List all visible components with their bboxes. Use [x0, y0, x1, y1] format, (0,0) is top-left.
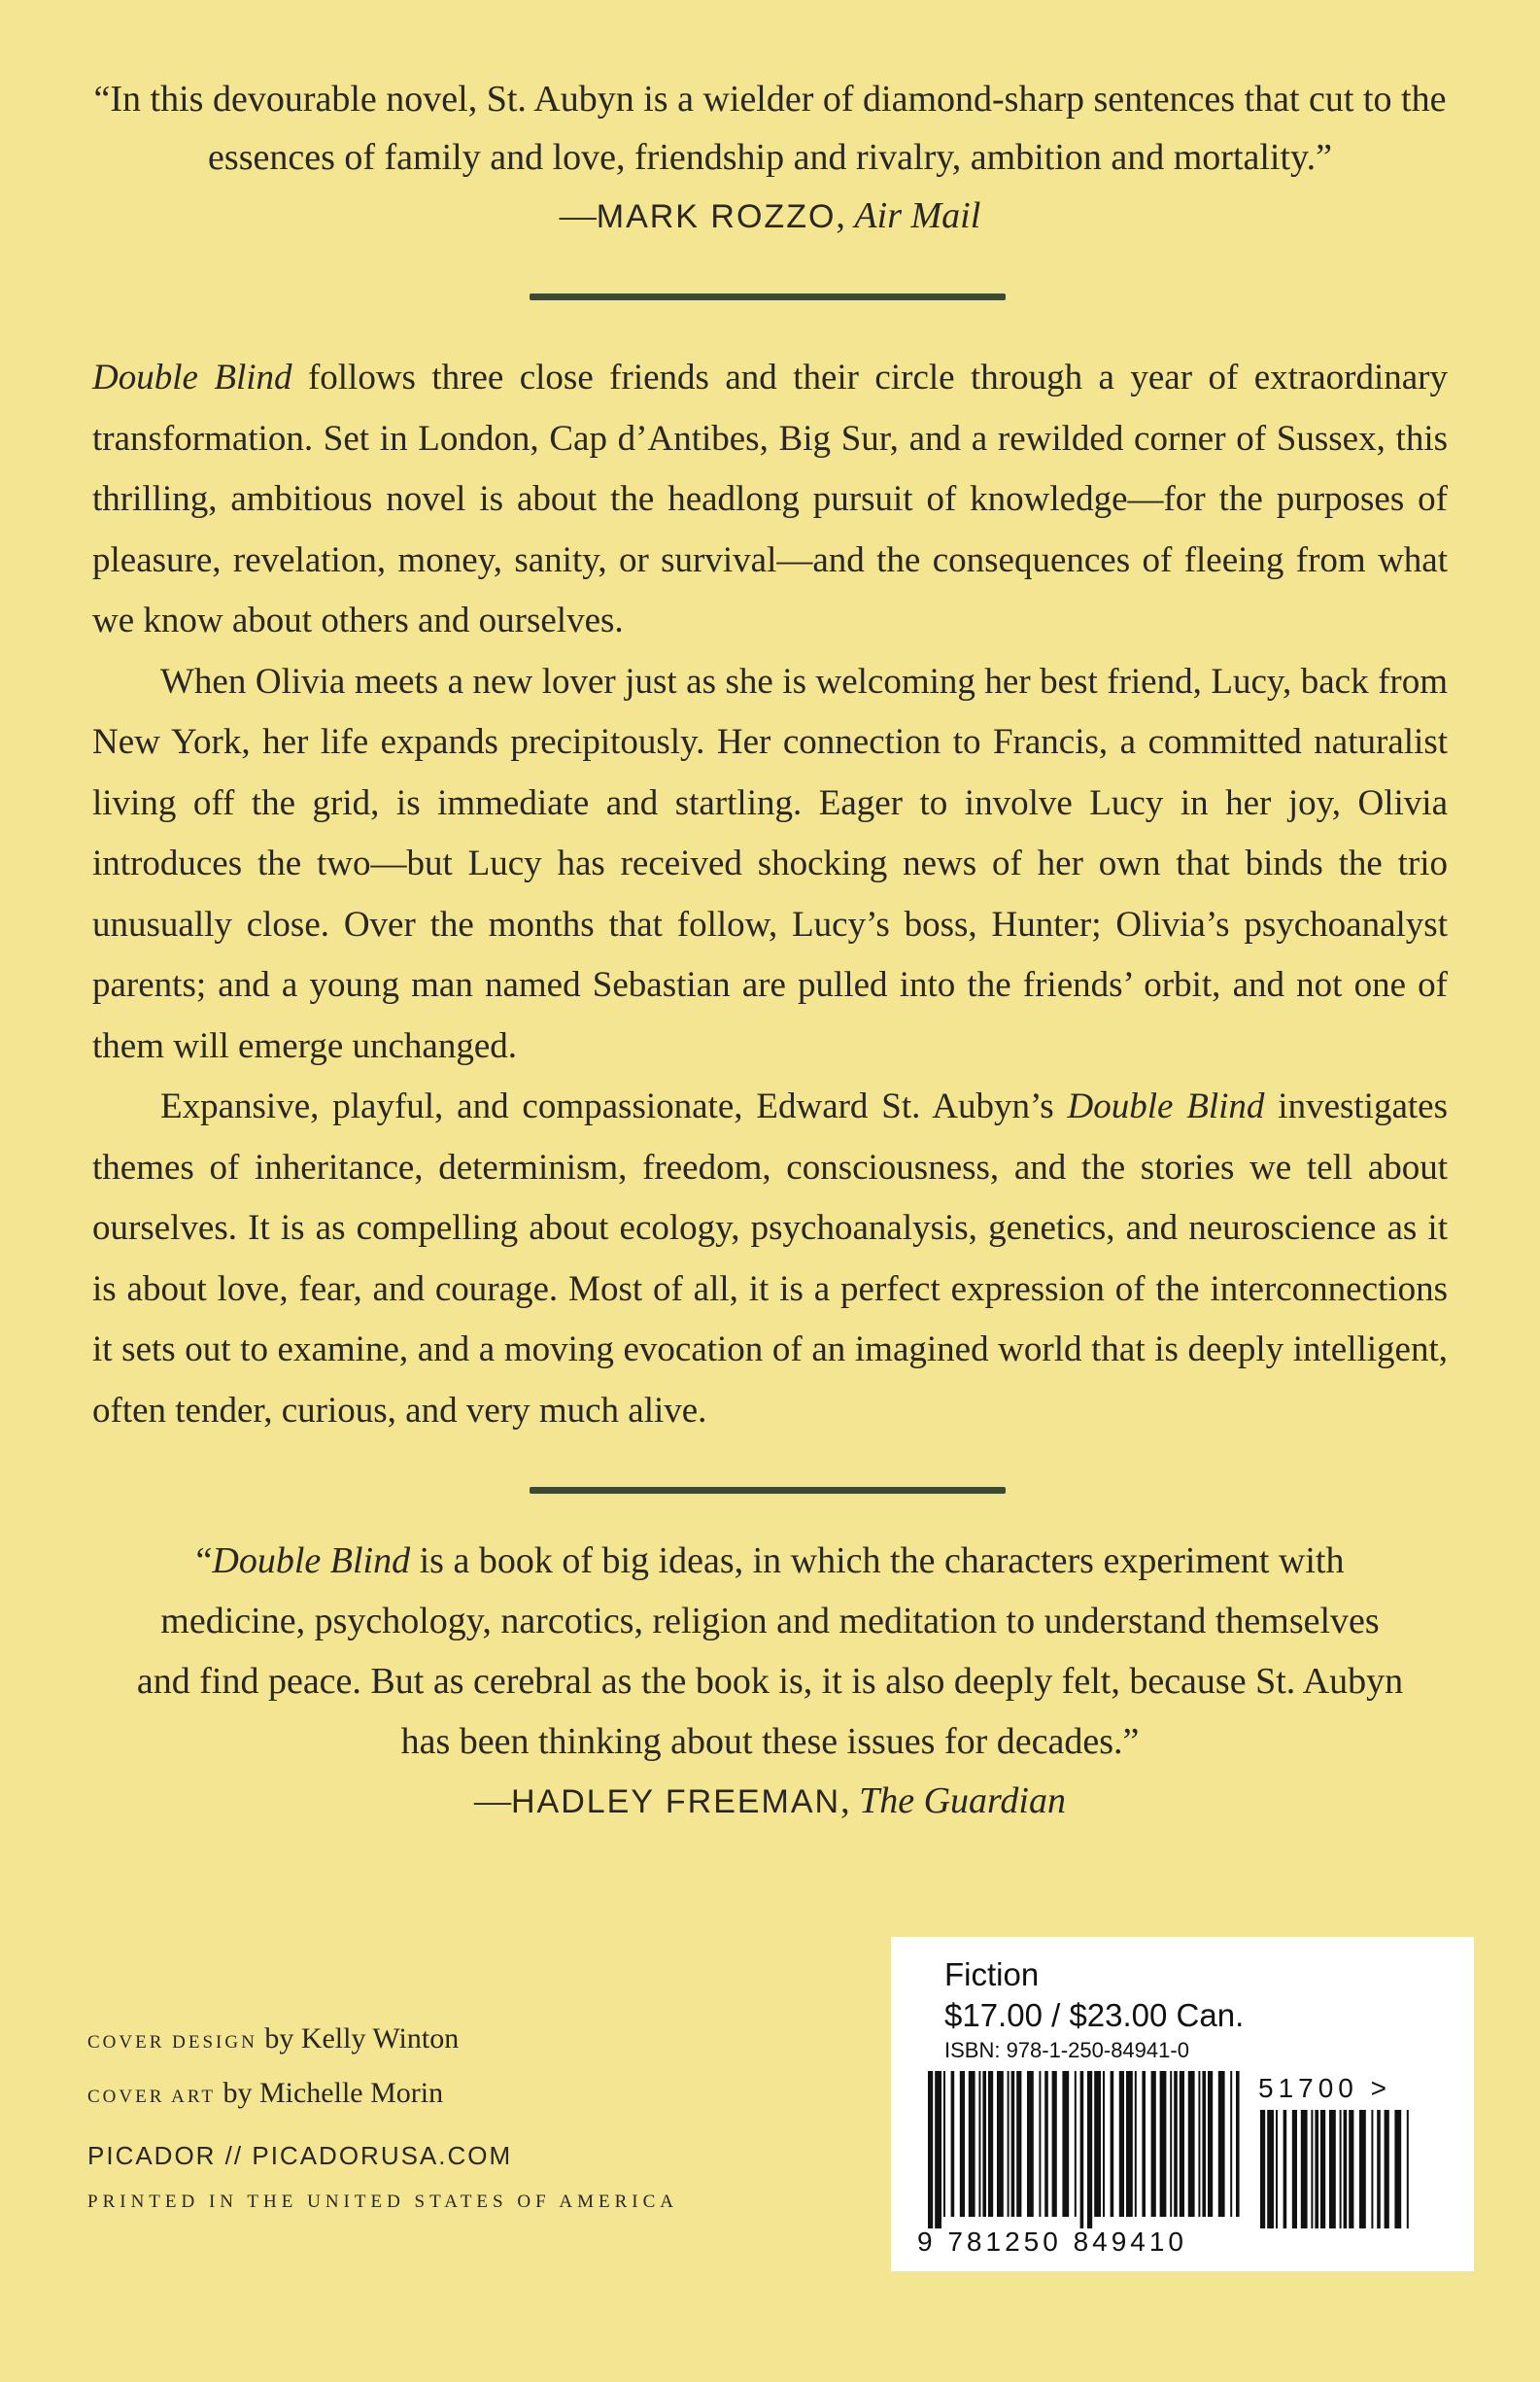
barcode-bar: [1126, 2071, 1133, 2217]
barcode-bar: [1119, 2071, 1124, 2217]
credits-block: [87, 2014, 826, 2224]
top-quote-author: MARK ROZZO: [596, 198, 837, 235]
barcode-bar: [988, 2071, 993, 2217]
cover-art-name: by Michelle Morin: [215, 2077, 444, 2109]
barcode-bar: [1016, 2071, 1021, 2217]
bottom-quote-author: HADLEY FREEMAN: [510, 1783, 841, 1820]
barcode-bar: [1359, 2110, 1366, 2228]
divider-rule-bottom: [530, 1487, 1006, 1494]
barcode-bar: [1385, 2110, 1389, 2228]
top-quote-text: “In this devourable novel, St. Aubyn is a wielder of diamond-sharp sentences that cut to the essences of family and love, friendship and rivalry, ambition and mortality.”: [93, 79, 1447, 178]
barcode-bar: [935, 2071, 941, 2228]
barcode-bar: [978, 2071, 980, 2217]
barcode-bar: [1329, 2110, 1336, 2228]
barcode-bar: [1052, 2071, 1057, 2217]
barcode-bar: [1094, 2071, 1101, 2217]
barcode-bar: [1087, 2071, 1092, 2228]
book-description: [92, 348, 1448, 1441]
barcode-bar: [1371, 2110, 1373, 2228]
barcode-bar: [943, 2071, 945, 2217]
barcode-price: $17.00 / $23.00 Can.: [944, 1997, 1245, 2033]
barcode-bar: [1377, 2110, 1381, 2228]
barcode-bar: [969, 2071, 975, 2217]
barcode-bar: [1188, 2071, 1195, 2217]
barcode-bar: [1301, 2110, 1308, 2228]
divider-rule-top: [530, 293, 1006, 300]
book-title-italic: Double Blind: [92, 358, 292, 397]
bottom-quote-source: The Guardian: [859, 1780, 1066, 1821]
barcode-bar: [1103, 2071, 1105, 2217]
barcode-bar: [1039, 2071, 1041, 2217]
attribution-separator: ,: [840, 1780, 860, 1821]
barcode-isbn: ISBN: 978-1-250-84941-0: [944, 2038, 1189, 2062]
cover-design-label: COVER DESIGN: [87, 2032, 257, 2053]
barcode-bar: [1267, 2110, 1274, 2228]
barcode-bar: [1151, 2071, 1156, 2217]
barcode-bar: [1315, 2110, 1318, 2228]
top-quote-source: Air Mail: [854, 195, 981, 236]
bottom-quote-text: [136, 1531, 1404, 1772]
barcode-bar: [1062, 2071, 1069, 2217]
book-title-italic: Double Blind: [212, 1540, 411, 1581]
attribution-dash: —: [473, 1780, 511, 1821]
barcode-sticker: [891, 1937, 1474, 2271]
paragraph-1-text: follows three close friends and their circle through a year of extraordinary transformation. Set in London, Cap d’Antibes, Big Sur, and a rewilded corner of Sussex, this thrilling, ambitious novel is about the headlong pursuit of knowledge—for the purposes of pleasure, revelation, money, sanity, or survival—and the consequences of fleeing from what we know about others and ourselves.: [92, 358, 1448, 640]
barcode-bar: [1080, 2071, 1084, 2228]
barcode-bar: [951, 2071, 955, 2217]
barcode-bar: [1174, 2071, 1178, 2217]
top-quote-attribution: [92, 187, 1448, 246]
barcode-bar: [1027, 2071, 1034, 2217]
barcode-bar: [1407, 2110, 1409, 2228]
barcode-bar: [1218, 2071, 1225, 2217]
barcode-bar: [1202, 2071, 1206, 2217]
paragraph-3-lead: Expansive, playful, and compassionate, Edward St. Aubyn’s: [160, 1087, 1068, 1126]
barcode-bar: [1008, 2071, 1010, 2217]
top-review-quote: [92, 70, 1448, 246]
bottom-quote-attribution: [136, 1772, 1404, 1831]
description-paragraph-3: [92, 1077, 1448, 1441]
barcode-bar: [1260, 2110, 1265, 2228]
barcode-bar: [1135, 2071, 1137, 2217]
barcode-bar: [928, 2071, 933, 2228]
barcode-bar: [1320, 2110, 1325, 2228]
barcode-bar: [1075, 2071, 1077, 2217]
description-paragraph-1: [92, 348, 1448, 652]
cover-art-credit: [87, 2068, 826, 2123]
attribution-dash: —: [559, 195, 597, 236]
open-quote-mark: “: [195, 1540, 213, 1581]
barcode-bar: [1170, 2071, 1172, 2217]
cover-art-label: COVER ART: [87, 2087, 216, 2107]
barcode-bar: [1180, 2071, 1184, 2217]
barcode-bar: [1044, 2071, 1048, 2217]
cover-design-name: by Kelly Winton: [257, 2022, 460, 2054]
barcode-bar: [997, 2071, 1004, 2217]
barcode-price-code: 51700 >: [1258, 2073, 1391, 2103]
printed-in-line: PRINTED IN THE UNITED STATES OF AMERICA: [87, 2192, 678, 2212]
cover-design-credit: [87, 2014, 826, 2068]
barcode-bar: [1349, 2110, 1353, 2228]
barcode-bar: [1292, 2110, 1297, 2228]
barcode-bar: [1111, 2071, 1114, 2217]
barcode-bar: [1160, 2071, 1167, 2217]
barcode-bar: [1276, 2110, 1278, 2228]
barcode-bar: [1311, 2110, 1313, 2228]
barcode-bar: [1236, 2071, 1240, 2217]
book-title-italic: Double Blind: [1067, 1087, 1265, 1126]
description-paragraph-2: When Olivia meets a new lover just as she is welcoming her best friend, Lucy, back from New York, her life expands precipitously. Her connection to Francis, a committed naturalist living off the grid, is immediate and startling. Eager to involve Lucy in her joy, Olivia introduces the two—but Lucy has received shocking news of her own that binds the trio unusually close. Over the months that follow, Lucy’s boss, Hunter; Olivia’s psychoanalyst parents; and a young man named Sebastian are pulled into the friends’ orbit, and not one of them will emerge unchanged.: [92, 661, 1448, 1066]
barcode-bar: [1011, 2071, 1015, 2217]
barcode-bar: [1344, 2110, 1348, 2228]
barcode-digits: 9 781250 849410: [917, 2227, 1187, 2257]
attribution-separator: ,: [836, 195, 855, 236]
barcode-bar: [1340, 2110, 1342, 2228]
paragraph-3-rest: investigates themes of inheritance, determinism, freedom, consciousness, and the stories we tell about ourselves. It is as compelling about ecology, psychoanalysis, genetics, and neuroscience as it is about love, fear, and courage. Most of all, it is a perfect expression of the interconnections it sets out to examine, and a moving evocation of an imagined world that is deeply intelligent, often tender, curious, and very much alive.: [92, 1087, 1448, 1431]
publisher-line: PICADOR // PICADORUSA.COM: [87, 2141, 513, 2170]
barcode-bar: [982, 2071, 986, 2217]
bottom-review-quote: [136, 1531, 1404, 1831]
barcode-bar: [1208, 2071, 1213, 2217]
barcode-bar: [1142, 2071, 1146, 2217]
barcode-bar: [1394, 2110, 1401, 2228]
barcode-bar: [1283, 2110, 1287, 2228]
barcode-bar: [960, 2071, 965, 2217]
bottom-quote-body: is a book of big ideas, in which the characters experiment with medicine, psychology, narcotics, religion and meditation to understand themselves and find peace. But as cerebral as the book is, it is also deeply felt, because St. Aubyn has been thinking about these issues for decades.”: [136, 1540, 1404, 1762]
barcode-bar: [1230, 2071, 1232, 2217]
barcode-category: Fiction: [944, 1956, 1040, 1992]
barcode-bar: [1198, 2071, 1200, 2217]
